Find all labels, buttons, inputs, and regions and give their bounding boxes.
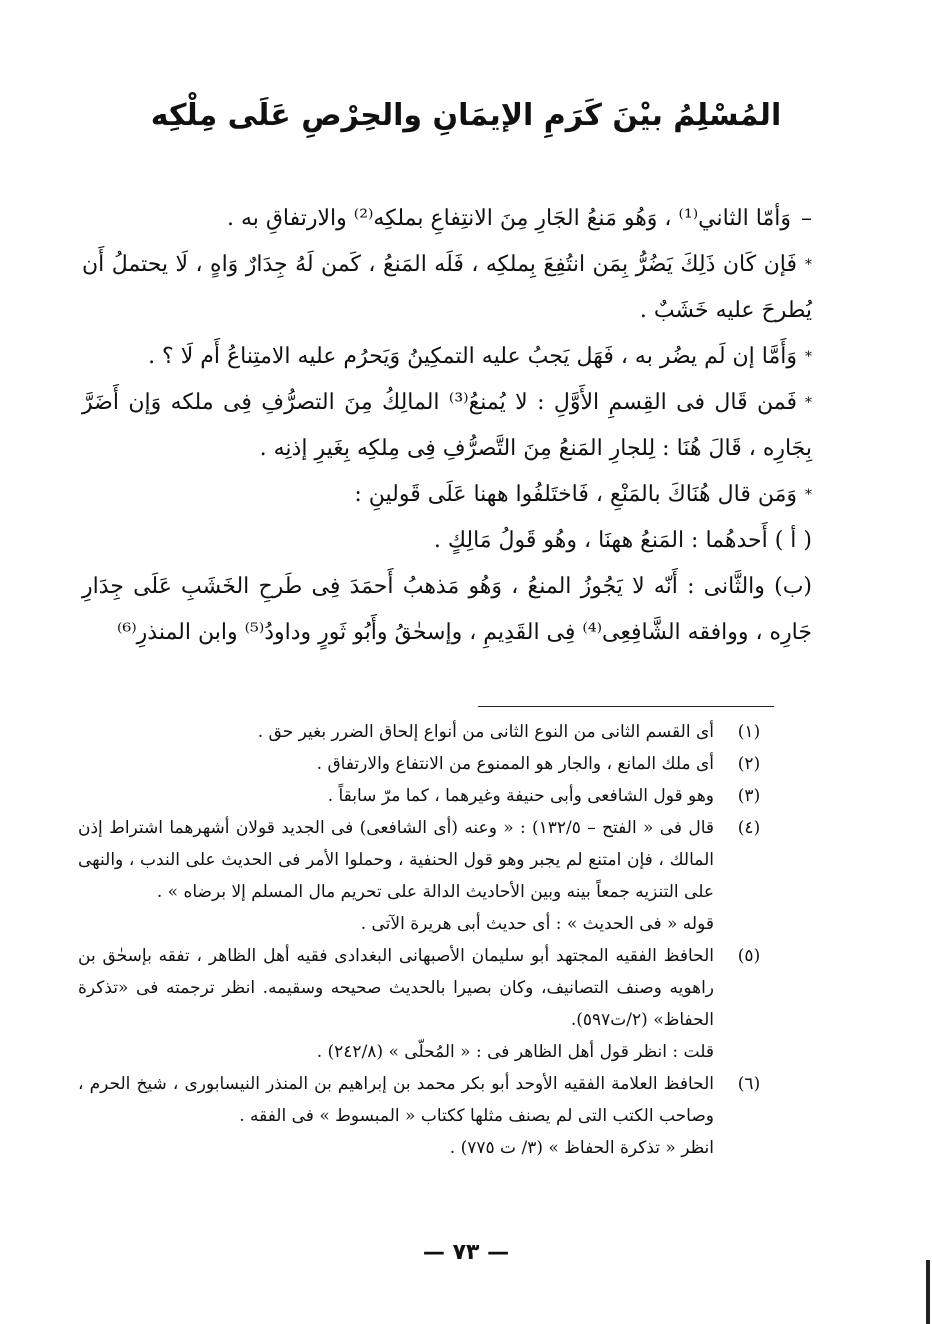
paragraph: [82, 196, 812, 242]
paragraph: [82, 564, 812, 656]
footnote-text: قوله « فى الحديث » : أى حديث أبى هريرة الآتى .: [360, 914, 714, 934]
paragraph: [82, 518, 812, 564]
paragraph: [82, 380, 812, 472]
footnote-body: [78, 812, 714, 940]
footnote-body: [78, 748, 714, 780]
paragraph-text: وَمَن قال هُنَاكَ بالمَنْعِ ، فَاختَلفُوا ههنا عَلَى قَولينِ :: [354, 482, 797, 507]
footnote-body: [78, 1068, 714, 1164]
footnote-number: (٢): [737, 754, 761, 774]
footnote-text: انظر « تذكرة الحفاظ » (٣/ ت ٧٧٥) .: [449, 1138, 714, 1158]
footnote-number: (١): [737, 722, 761, 742]
footnote: [78, 940, 784, 1068]
paragraph-text: وَأمّا الثاني⁽¹⁾ ، وَهُو مَنعُ الجَارِ مِنَ الانتِفاعِ بملكِه⁽²⁾ والارتفاقِ به .: [226, 206, 791, 231]
footnote: [78, 1068, 784, 1164]
footnote-text: الحافظ العلامة الفقيه الأوحد أبو بكر محمد بن إبراهيم بن المنذر النيسابورى ، شيخ الحرم ، وصاحب الكتب التى لم يصنف مثلها ككتاب « المبسوط » فى الفقه .: [78, 1074, 714, 1126]
page-title: المُسْلِمُ بيْنَ كَرَمِ الإيمَانِ والحِرْصِ عَلَى مِلْكِه: [150, 98, 782, 133]
footnote-number: (٤): [737, 818, 761, 838]
footnote-number: (٦): [737, 1074, 761, 1094]
footnote-body: [78, 780, 714, 812]
footnote-divider: [478, 706, 774, 707]
footnote-body: [78, 940, 714, 1068]
scan-edge-mark: [926, 1260, 930, 1324]
paragraph-text: فَإن كَان ذَلِكَ يَضُرُّ بِمَن انتُفِعَ بِملكِه ، فَلَه المَنعُ ، كَمن لَهُ جِدَارٌ وَاهٍ ، لَا يحتملُ أَن يُطرحَ عليه خَشَبٌ .: [82, 252, 812, 323]
paragraph-text: فَمن قَال فى القِسمِ الأَوَّلِ : لا يُمنعُ⁽³⁾ المالِكُ مِنَ التصرُّفِ فِى ملكه وَإن أَضَرَّ بِجَارِه ، قَالَ هُنَا : لِلجارِ المَنعُ مِنَ التَّصرُّفِ فِى مِلكِه بِغَيرِ إذنِه .: [82, 390, 812, 461]
paragraph-dash: –: [801, 206, 812, 231]
paragraph-text: (ب) والثَّانى : أَنّه لا يَجُوزُ المنعُ ، وَهُو مَذهبُ أَحمَدَ فِى طَرحِ الخَشَبِ عَلَى جِدَارِ جَارِه ، ووافقه الشَّافِعِى⁽⁴⁾ فِى القَدِيمِ ، وإسحٰقُ وأَبُو ثَورٍ وداودُ⁽⁵⁾ وابن المنذرِ⁽⁶⁾: [82, 574, 812, 645]
asterisk-bullet-icon: *: [805, 487, 812, 503]
footnote-text: أى ملك المانع ، والجار هو الممنوع من الانتفاع والارتفاق .: [316, 754, 714, 774]
paragraph-text: ( أ ) أَحدهُما : المَنعُ ههنَا ، وهُو قَولُ مَالِكٍ .: [433, 528, 812, 553]
asterisk-bullet-icon: *: [805, 395, 812, 411]
asterisk-bullet-icon: *: [805, 257, 812, 273]
footnote-body: [78, 716, 714, 748]
footnote-number: (٥): [737, 946, 761, 966]
paragraph: [82, 242, 812, 334]
paragraph: [82, 334, 812, 380]
asterisk-bullet-icon: *: [805, 349, 812, 365]
paragraph: [82, 472, 812, 518]
footnote-text: قلت : انظر قول أهل الظاهر فى : « المُحلّى » (٢٤٢/٨) .: [316, 1042, 714, 1062]
footnote-text: الحافظ الفقيه المجتهد أبو سليمان الأصبهانى البغدادى فقيه أهل الظاهر ، تفقه بإسحٰق بن راهويه وصنف التصانيف، وكان بصيرا بالحديث صحيحه وسقيمه. انظر ترجمته فى «تذكرة الحفاظ» (٢/ت٥٩٧).: [78, 946, 714, 1030]
paragraph-text: وَأَمَّا إن لَم يضُر به ، فَهَل يَجبُ عليه التمكِينُ وَيَحرُم عليه الامتِناعُ أَم لَا ؟ .: [148, 344, 797, 369]
footnote: [78, 748, 784, 780]
page-number: — ٧٣ —: [422, 1240, 510, 1265]
footnote-number: (٣): [737, 786, 761, 806]
footnote: [78, 780, 784, 812]
footnote-text: قال فى « الفتح – ١٣٢/٥) : « وعنه (أى الشافعى) فى الجديد قولان أشهرهما اشتراط إذن المالك ، فإن امتنع لم يجبر وهو قول الحنفية ، وحملوا الأمر فى الحديث على الندب ، والنهى على التنزيه جمعاً بينه وبين الأحاديث الدالة على تحريم مال المسلم إلا برضاه » .: [78, 818, 714, 902]
footnotes: [78, 716, 784, 1164]
body-text: [82, 196, 812, 656]
footnote: [78, 812, 784, 940]
footnote-text: أى القسم الثانى من النوع الثانى من أنواع إلحاق الضرر بغير حق .: [257, 722, 714, 742]
footnote-text: وهو قول الشافعى وأبى حنيفة وغيرهما ، كما مرّ سابقاً .: [327, 786, 714, 806]
footnote: [78, 716, 784, 748]
